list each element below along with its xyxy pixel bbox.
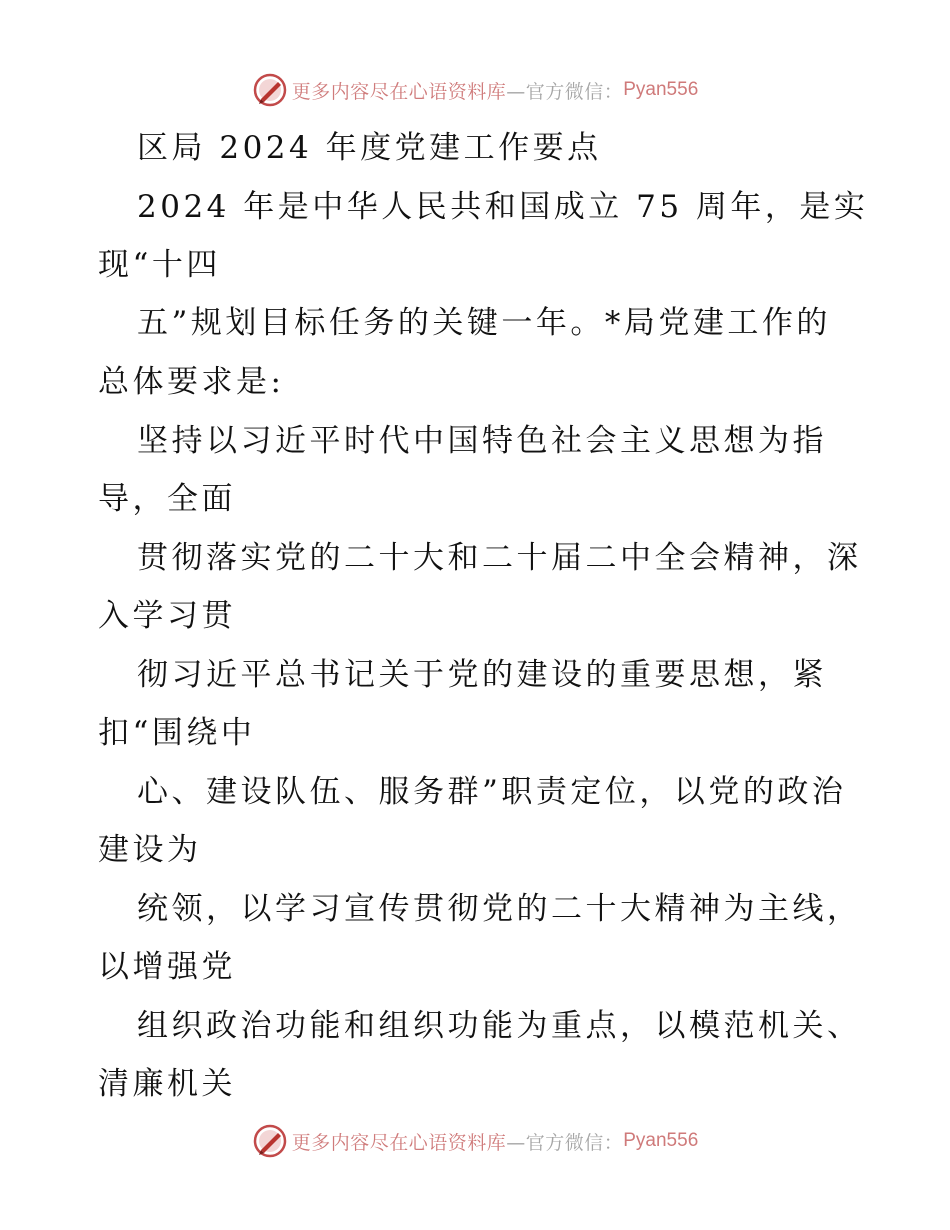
pen-logo-icon: [252, 72, 288, 108]
paragraph-line: 入学习贯: [98, 598, 236, 634]
paragraph-line: 以增强党: [98, 949, 236, 985]
footer-watermark: [0, 1121, 950, 1161]
watermark-wechat-id: Pyan556: [623, 1130, 699, 1151]
paragraph-line: 贯彻落实党的二十大和二十届二中全会精神，深: [137, 540, 862, 576]
paragraph-line: 扣“围绕中: [98, 715, 256, 751]
paragraph-line: 五”规划目标任务的关键一年。*局党建工作的: [137, 305, 831, 341]
paragraph-line: 组织政治功能和组织功能为重点，以模范机关、: [137, 1008, 862, 1044]
header-watermark: [0, 70, 950, 110]
watermark-wechat-id: Pyan556: [623, 79, 699, 100]
pen-logo-icon: [252, 1123, 288, 1159]
paragraph-line: 现“十四: [98, 247, 221, 283]
paragraph-line: 总体要求是:: [98, 364, 285, 400]
watermark-suffix: —官方微信：: [506, 1131, 624, 1154]
paragraph-line: 心、建设队伍、服务群”职责定位，以党的政治: [137, 774, 847, 810]
paragraph-line: 统领，以学习宣传贯彻党的二十大精神为主线，: [137, 891, 862, 927]
paragraph-line: 清廉机关: [98, 1066, 236, 1102]
paragraph-line: 2024 年是中华人民共和国成立 75 周年，是实: [137, 189, 869, 225]
watermark-suffix: —官方微信：: [506, 80, 624, 103]
watermark-text: 更多内容尽在心语资料库: [291, 1131, 507, 1154]
paragraph-line: 彻习近平总书记关于党的建设的重要思想，紧: [137, 657, 827, 693]
paragraph-line: 导，全面: [98, 481, 236, 517]
document-title: 区局 2024 年度党建工作要点: [137, 130, 602, 166]
watermark-text: 更多内容尽在心语资料库: [291, 80, 507, 103]
paragraph-line: 坚持以习近平时代中国特色社会主义思想为指: [137, 423, 827, 459]
paragraph-line: 建设为: [98, 832, 202, 868]
